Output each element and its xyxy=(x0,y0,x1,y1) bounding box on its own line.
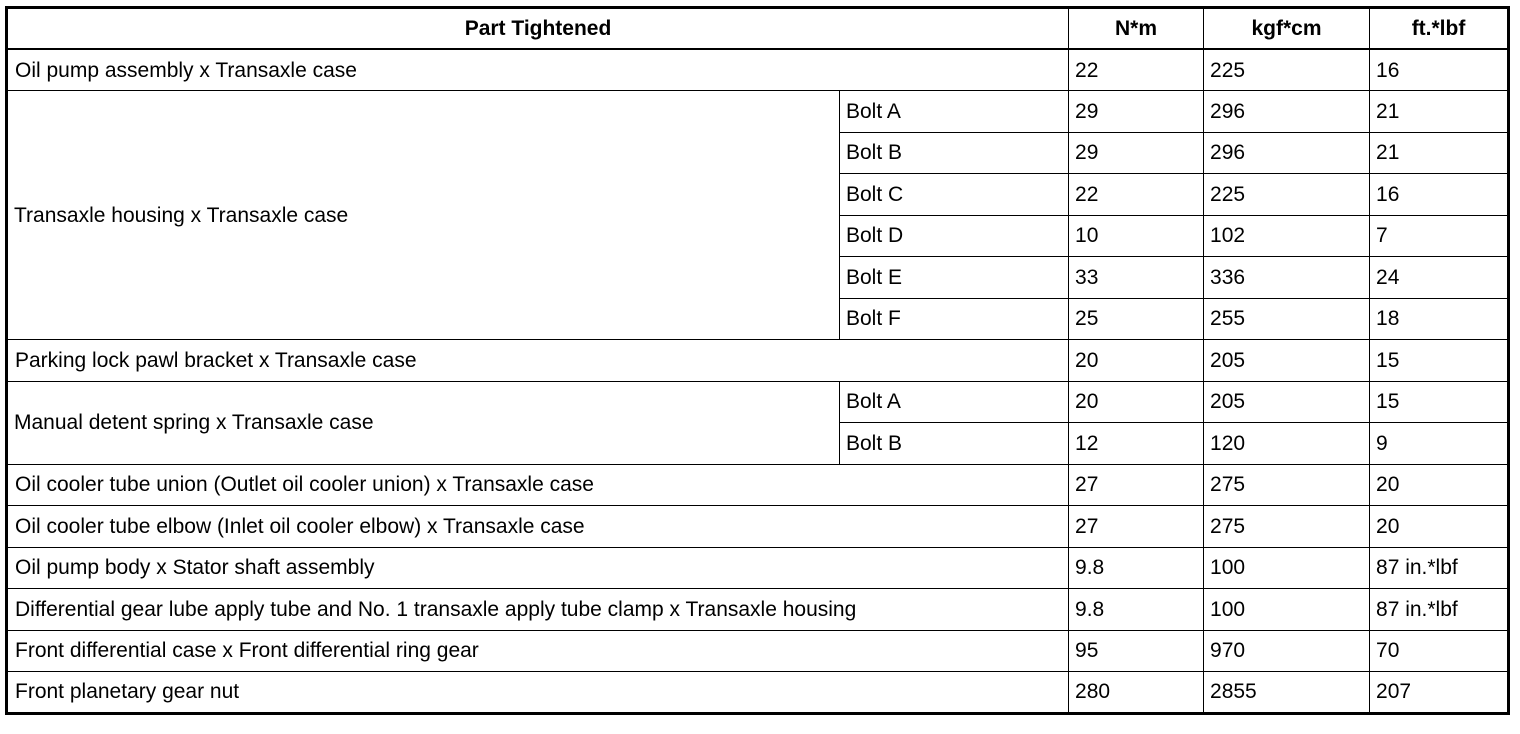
part-name: Front differential case x Front differential ring gear xyxy=(7,630,1069,672)
value-kgf-cm: 225 xyxy=(1204,174,1370,216)
header-part-tightened: Part Tightened xyxy=(7,8,1069,50)
value-kgf-cm: 336 xyxy=(1204,257,1370,299)
header-nm: N*m xyxy=(1069,8,1204,50)
part-name: Oil pump body x Stator shaft assembly xyxy=(7,547,1069,589)
value-nm: 95 xyxy=(1069,630,1204,672)
value-nm: 22 xyxy=(1069,49,1204,91)
bolt-label: Bolt A xyxy=(840,91,1069,133)
value-kgf-cm: 205 xyxy=(1204,381,1370,423)
value-ft-lbf: 20 xyxy=(1370,506,1509,548)
table-row xyxy=(7,464,1509,506)
part-name: Transaxle housing x Transaxle case xyxy=(7,91,840,340)
bolt-label: Bolt E xyxy=(840,257,1069,299)
value-kgf-cm: 205 xyxy=(1204,340,1370,382)
table-row xyxy=(7,672,1509,714)
torque-spec-table xyxy=(5,6,1510,715)
value-kgf-cm: 100 xyxy=(1204,547,1370,589)
value-ft-lbf: 24 xyxy=(1370,257,1509,299)
table-row xyxy=(7,340,1509,382)
header-row xyxy=(7,8,1509,50)
part-name: Differential gear lube apply tube and No. 1 transaxle apply tube clamp x Transaxle housing xyxy=(7,589,1069,631)
value-kgf-cm: 255 xyxy=(1204,298,1370,340)
value-ft-lbf: 70 xyxy=(1370,630,1509,672)
table-row xyxy=(7,506,1509,548)
bolt-label: Bolt B xyxy=(840,423,1069,465)
value-nm: 20 xyxy=(1069,340,1204,382)
value-kgf-cm: 120 xyxy=(1204,423,1370,465)
value-kgf-cm: 100 xyxy=(1204,589,1370,631)
bolt-label: Bolt B xyxy=(840,132,1069,174)
value-ft-lbf: 7 xyxy=(1370,215,1509,257)
value-nm: 9.8 xyxy=(1069,589,1204,631)
value-ft-lbf: 15 xyxy=(1370,340,1509,382)
value-ft-lbf: 87 in.*lbf xyxy=(1370,547,1509,589)
value-nm: 22 xyxy=(1069,174,1204,216)
value-nm: 20 xyxy=(1069,381,1204,423)
value-ft-lbf: 16 xyxy=(1370,174,1509,216)
value-nm: 27 xyxy=(1069,464,1204,506)
value-kgf-cm: 296 xyxy=(1204,91,1370,133)
value-nm: 29 xyxy=(1069,132,1204,174)
value-kgf-cm: 970 xyxy=(1204,630,1370,672)
value-ft-lbf: 18 xyxy=(1370,298,1509,340)
header-ft-lbf: ft.*lbf xyxy=(1370,8,1509,50)
bolt-label: Bolt A xyxy=(840,381,1069,423)
bolt-label: Bolt C xyxy=(840,174,1069,216)
value-nm: 29 xyxy=(1069,91,1204,133)
value-nm: 12 xyxy=(1069,423,1204,465)
value-nm: 10 xyxy=(1069,215,1204,257)
value-ft-lbf: 21 xyxy=(1370,132,1509,174)
table-row xyxy=(7,630,1509,672)
value-ft-lbf: 9 xyxy=(1370,423,1509,465)
value-ft-lbf: 207 xyxy=(1370,672,1509,714)
value-kgf-cm: 275 xyxy=(1204,506,1370,548)
table-row xyxy=(7,547,1509,589)
value-kgf-cm: 296 xyxy=(1204,132,1370,174)
value-kgf-cm: 102 xyxy=(1204,215,1370,257)
header-kgf-cm: kgf*cm xyxy=(1204,8,1370,50)
value-kgf-cm: 2855 xyxy=(1204,672,1370,714)
bolt-label: Bolt D xyxy=(840,215,1069,257)
table-row xyxy=(7,91,1509,133)
value-ft-lbf: 21 xyxy=(1370,91,1509,133)
value-ft-lbf: 15 xyxy=(1370,381,1509,423)
table-row xyxy=(7,381,1509,423)
part-name: Oil cooler tube union (Outlet oil cooler union) x Transaxle case xyxy=(7,464,1069,506)
value-kgf-cm: 275 xyxy=(1204,464,1370,506)
part-name: Parking lock pawl bracket x Transaxle case xyxy=(7,340,1069,382)
table-row xyxy=(7,49,1509,91)
part-name: Manual detent spring x Transaxle case xyxy=(7,381,840,464)
part-name: Front planetary gear nut xyxy=(7,672,1069,714)
value-nm: 25 xyxy=(1069,298,1204,340)
value-nm: 27 xyxy=(1069,506,1204,548)
value-nm: 33 xyxy=(1069,257,1204,299)
value-kgf-cm: 225 xyxy=(1204,49,1370,91)
value-ft-lbf: 20 xyxy=(1370,464,1509,506)
value-ft-lbf: 16 xyxy=(1370,49,1509,91)
table-row xyxy=(7,589,1509,631)
value-ft-lbf: 87 in.*lbf xyxy=(1370,589,1509,631)
part-name: Oil cooler tube elbow (Inlet oil cooler elbow) x Transaxle case xyxy=(7,506,1069,548)
value-nm: 280 xyxy=(1069,672,1204,714)
value-nm: 9.8 xyxy=(1069,547,1204,589)
part-name: Oil pump assembly x Transaxle case xyxy=(7,49,1069,91)
bolt-label: Bolt F xyxy=(840,298,1069,340)
